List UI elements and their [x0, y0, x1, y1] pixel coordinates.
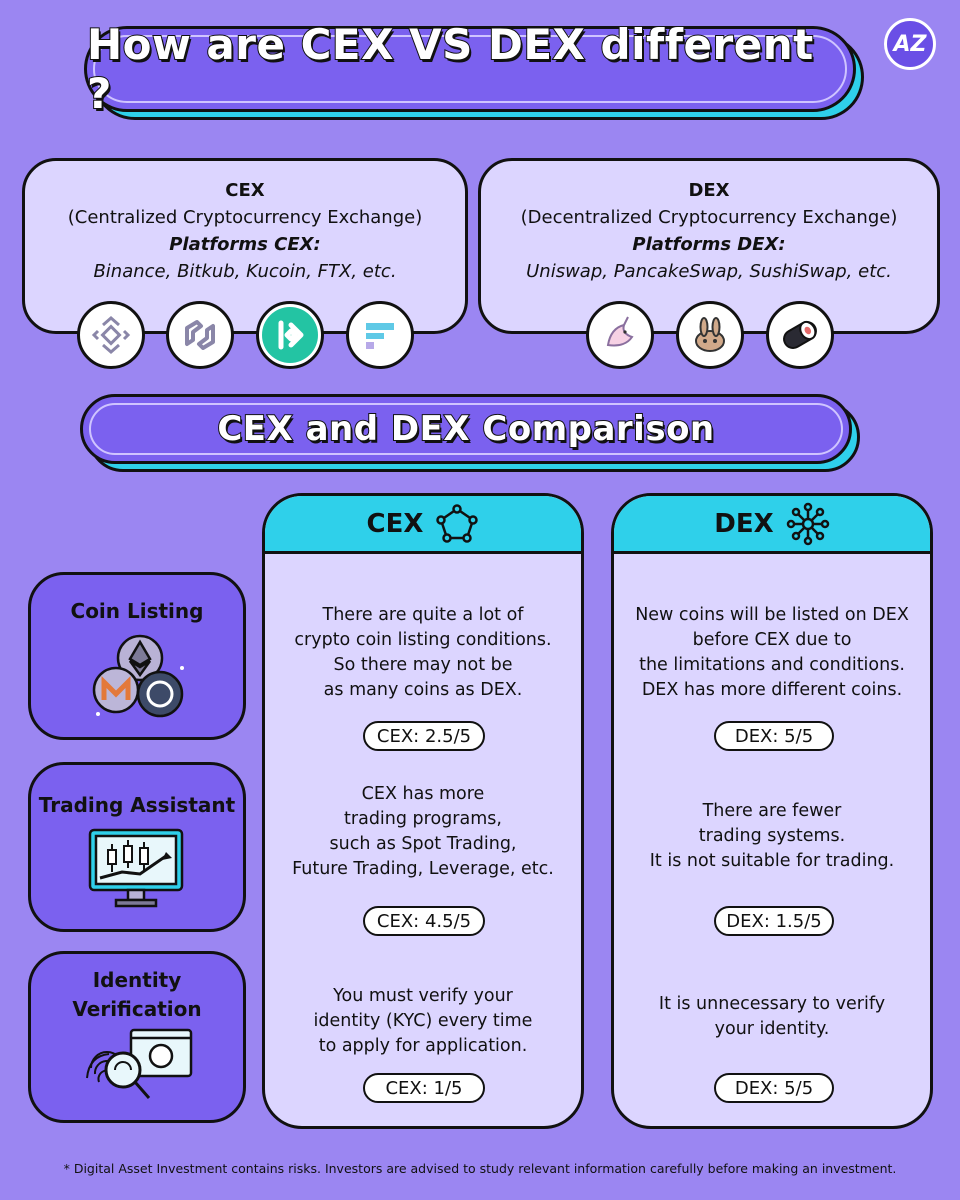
brand-logo: AZ: [884, 18, 936, 70]
category-coin-listing: [28, 572, 246, 740]
kucoin-icon: [256, 301, 324, 369]
cex-column: [262, 493, 584, 1129]
cex-coin-listing-score: CEX: 2.5/5: [363, 721, 485, 751]
cex-identity-verification-score: CEX: 1/5: [363, 1073, 485, 1103]
hub-network-icon: [786, 502, 830, 546]
bitkub-icon: [166, 301, 234, 369]
dex-trading-assistant-score: DEX: 1.5/5: [714, 906, 834, 936]
cex-platforms-list: Binance, Bitkub, Kucoin, FTX, etc.: [93, 261, 397, 282]
dex-identity-verification-score: DEX: 5/5: [714, 1073, 834, 1103]
dex-info-title: DEX: [688, 180, 730, 201]
cex-column-header: [265, 496, 581, 554]
cex-info-subtitle: (Centralized Cryptocurrency Exchange): [67, 207, 423, 228]
category-trading-assistant-title: Trading Assistant: [38, 793, 236, 817]
category-coin-listing-title: Coin Listing: [70, 599, 204, 623]
dex-trading-assistant-text: There are fewer trading systems. It is not suitable for trading.: [649, 801, 895, 871]
binance-icon: [77, 301, 145, 369]
dex-identity-verification-text: It is unnecessary to verify your identity.: [658, 994, 886, 1039]
category-identity-verification-title-line1: Identity: [92, 968, 182, 992]
dex-column-title: DEX: [714, 508, 774, 539]
dex-info-subtitle: (Decentralized Cryptocurrency Exchange): [520, 207, 898, 228]
trading-monitor-icon: [82, 822, 192, 912]
cex-trading-assistant-score: CEX: 4.5/5: [363, 906, 485, 936]
risk-disclaimer: * Digital Asset Investment contains risks. Investors are advised to study relevant information carefully before making an investment.: [63, 1161, 897, 1176]
cex-coin-listing-text: There are quite a lot of crypto coin listing conditions. So there may not be as many coins as DEX.: [294, 605, 552, 700]
sushiswap-icon: [766, 301, 834, 369]
category-identity-verification: [28, 951, 246, 1123]
coins-icon: [82, 628, 192, 728]
page-title: How are CEX VS DEX different ?: [87, 20, 814, 118]
comparison-pill: [80, 394, 852, 464]
dex-coin-listing-score: DEX: 5/5: [714, 721, 834, 751]
title-pill: [84, 20, 856, 118]
category-identity-verification-title-line2: Verification: [72, 997, 202, 1021]
cex-info-title: CEX: [225, 180, 265, 201]
cex-platforms-label: Platforms CEX:: [169, 234, 321, 255]
cex-column-title: CEX: [366, 508, 424, 539]
fingerprint-kyc-icon: [77, 1024, 197, 1104]
dex-column-header: [614, 496, 930, 554]
cex-trading-assistant-text: CEX has more trading programs, such as Spot Trading, Future Trading, Leverage, etc.: [292, 784, 554, 879]
dex-coin-listing-text: New coins will be listed on DEX before CEX due to the limitations and conditions. DEX has more different coins.: [635, 605, 909, 700]
category-trading-assistant: [28, 762, 246, 932]
cex-identity-verification-text: You must verify your identity (KYC) every time to apply for application.: [313, 986, 533, 1056]
dex-platforms-label: Platforms DEX:: [632, 234, 786, 255]
dex-column: [611, 493, 933, 1129]
uniswap-icon: [586, 301, 654, 369]
ftx-icon: [346, 301, 414, 369]
pentagon-network-icon: [435, 504, 479, 544]
comparison-title: CEX and DEX Comparison: [217, 409, 715, 449]
dex-platforms-list: Uniswap, PancakeSwap, SushiSwap, etc.: [526, 261, 892, 282]
pancakeswap-icon: [676, 301, 744, 369]
